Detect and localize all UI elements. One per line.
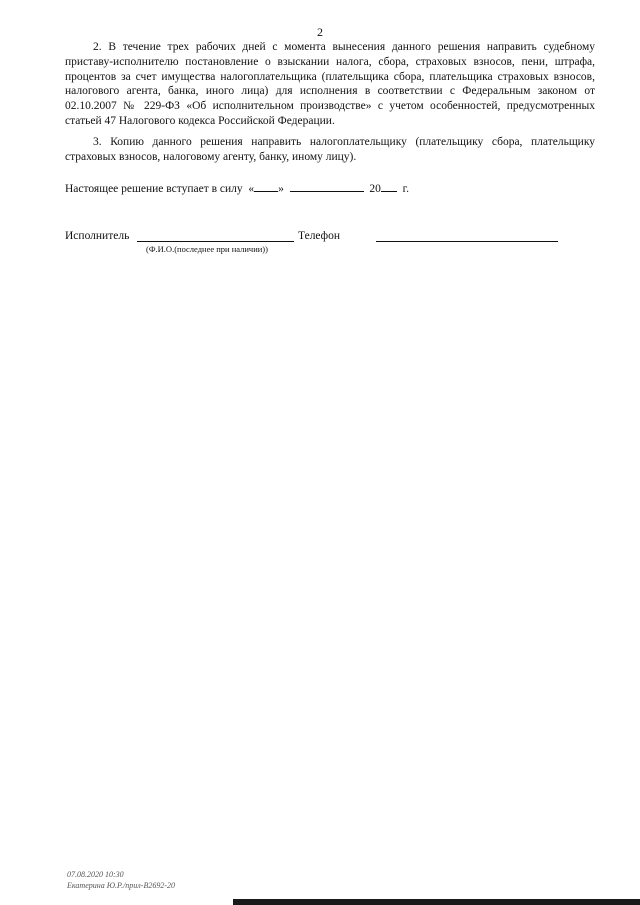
footer-line-1: 07.08.2020 10:30 xyxy=(67,870,124,879)
phone-line xyxy=(376,241,558,242)
day-blank xyxy=(254,180,278,192)
footer-line-2: Екатерина Ю.Р./прил-В2692-20 xyxy=(67,881,175,890)
phone-label: Телефон xyxy=(298,230,341,242)
effective-date-text: Настоящее решение вступает в силу xyxy=(65,183,243,195)
footer-stamp xyxy=(67,869,175,891)
signature-row xyxy=(65,230,595,246)
paragraph-2-text: 2. В течение трех рабочих дней с момента вынесения данного решения направить судебному приставу-исполнителю постановление о взыскании налога, сбора, страховых взносов, пени, штрафа, процентов за счет имущества налогоплательщика (плательщика сбора, плательщика страховых взносов, налогового агента, банка, иного лица) для исполнения в соответствии с Федеральным законом от 02.10.2007 № 229-ФЗ «Об исполнительном производстве» с учетом особенностей, предусмотренных статьей 47 Налогового кодекса Российской Федерации. xyxy=(65,41,595,127)
open-quote: « xyxy=(248,183,255,195)
year-blank xyxy=(381,180,397,192)
paragraph-3-text: 3. Копию данного решения направить налогоплательщику (плательщику сбора, плательщику страховых взносов, налоговому агенту, банку, иному лицу). xyxy=(65,136,595,163)
paragraph-3 xyxy=(65,135,595,165)
page-number: 2 xyxy=(317,25,323,39)
executor-name-line xyxy=(137,241,294,242)
year-century: 20 xyxy=(369,183,381,195)
year-suffix: г. xyxy=(402,183,409,195)
executor-name-hint: (Ф.И.О.(последнее при наличии)) xyxy=(146,244,268,254)
scan-edge-mark xyxy=(233,899,640,905)
close-quote: » xyxy=(278,183,284,195)
paragraph-2 xyxy=(65,40,595,129)
executor-label: Исполнитель xyxy=(65,230,130,242)
effective-date-line xyxy=(65,180,595,197)
month-blank xyxy=(290,180,364,192)
